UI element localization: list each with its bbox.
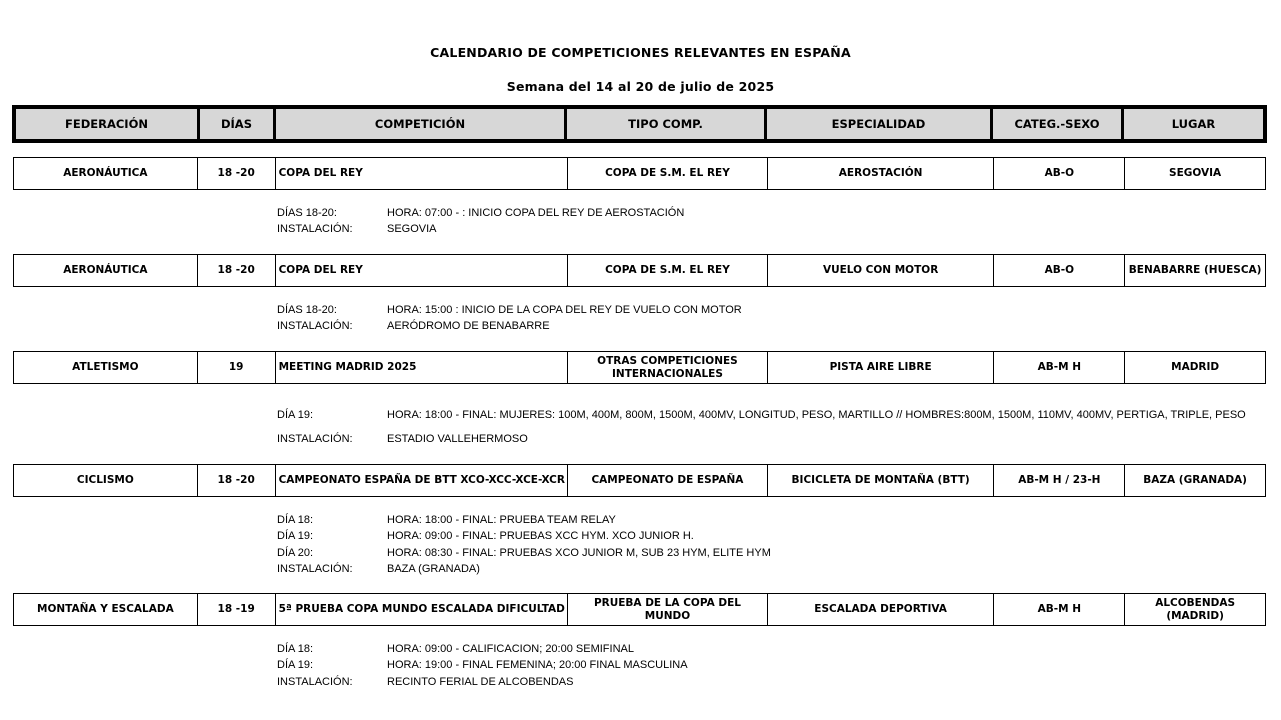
event-details	[277, 512, 771, 577]
header-categ-sexo: CATEG.-SEXO	[993, 109, 1121, 139]
cell-federacion: AERONÁUTICA	[14, 255, 198, 286]
detail-label: INSTALACIÓN:	[277, 433, 353, 446]
detail-label: DÍA 19:	[277, 659, 314, 672]
cell-tipo-comp: OTRAS COMPETICIONES INTERNACIONALES	[568, 352, 768, 383]
cell-dias: 18 -20	[198, 158, 276, 189]
detail-value: SEGOVIA	[387, 223, 437, 236]
detail-value: HORA: 07:00 - : INICIO COPA DEL REY DE AEROSTACIÓN	[387, 207, 685, 219]
detail-label: DÍAS 18-20:	[277, 207, 337, 219]
detail-line	[277, 205, 684, 221]
table-header	[12, 105, 1267, 143]
event-row	[13, 464, 1266, 497]
event-details	[277, 641, 688, 690]
header-lugar: LUGAR	[1124, 109, 1263, 139]
detail-value: HORA: 15:00 : INICIO DE LA COPA DEL REY DE VUELO CON MOTOR	[387, 304, 742, 316]
detail-value: HORA: 09:00 - CALIFICACION; 20:00 SEMIFINAL	[387, 643, 634, 655]
page-title: CALENDARIO DE COMPETICIONES RELEVANTES EN ESPAÑA	[430, 45, 851, 60]
cell-lugar: BENABARRE (HUESCA)	[1128, 264, 1262, 276]
detail-line	[277, 641, 688, 657]
detail-label: INSTALACIÓN:	[277, 223, 353, 236]
cell-tipo-comp: COPA DE S.M. EL REY	[568, 158, 768, 189]
event-row	[13, 157, 1266, 190]
cell-federacion: CICLISMO	[14, 465, 198, 496]
cell-lugar: SEGOVIA	[1169, 167, 1222, 179]
cell-tipo-comp: COPA DE S.M. EL REY	[568, 255, 768, 286]
event-details	[277, 205, 684, 238]
cell-categ-sexo: AB-M H / 23-H	[994, 465, 1125, 496]
detail-line	[277, 431, 1246, 447]
detail-line	[277, 407, 1246, 423]
detail-label: DÍA 20:	[277, 546, 314, 559]
detail-value: ESTADIO VALLEHERMOSO	[387, 433, 528, 446]
event-row	[13, 593, 1266, 626]
detail-line	[277, 221, 684, 237]
detail-value: HORA: 18:00 - FINAL: MUJERES: 100M, 400M, 800M, 1500M, 400MV, LONGITUD, PESO, MARTILLO // HOMBRES:800M, 1500M, 110MV, 400MV, PERTIGA, TRIPLE, PESO	[387, 409, 1246, 421]
event-row	[13, 254, 1266, 287]
detail-line	[277, 302, 742, 318]
detail-label: DÍA 18:	[277, 514, 314, 526]
cell-especialidad: ESCALADA DEPORTIVA	[768, 594, 995, 625]
cell-categ-sexo: AB-O	[994, 158, 1125, 189]
detail-value: HORA: 19:00 - FINAL FEMENINA; 20:00 FINAL MASCULINA	[387, 659, 688, 672]
detail-value: AERÓDROMO DE BENABARRE	[387, 320, 550, 333]
detail-line	[277, 512, 771, 528]
cell-especialidad: BICICLETA DE MONTAÑA (BTT)	[768, 465, 995, 496]
event-details	[277, 302, 742, 335]
detail-label: DÍA 19:	[277, 530, 314, 543]
cell-federacion: ATLETISMO	[14, 352, 198, 383]
header-dias: DÍAS	[200, 109, 273, 139]
cell-federacion: AERONÁUTICA	[14, 158, 198, 189]
cell-dias: 18 -19	[198, 594, 276, 625]
detail-label: INSTALACIÓN:	[277, 675, 353, 688]
cell-competicion: COPA DEL REY	[276, 255, 569, 286]
detail-label: DÍA 19:	[277, 409, 314, 421]
detail-line	[277, 674, 688, 690]
header-competicion: COMPETICIÓN	[276, 109, 564, 139]
cell-dias: 19	[198, 352, 276, 383]
cell-competicion: COPA DEL REY	[276, 158, 569, 189]
cell-tipo-comp: CAMPEONATO DE ESPAÑA	[568, 465, 768, 496]
cell-lugar: MADRID	[1171, 361, 1220, 373]
detail-label: DÍAS 18-20:	[277, 304, 337, 316]
detail-value: HORA: 18:00 - FINAL: PRUEBA TEAM RELAY	[387, 514, 616, 526]
detail-line	[277, 545, 771, 561]
detail-line	[277, 318, 742, 334]
detail-label: INSTALACIÓN:	[277, 562, 353, 575]
header-federacion: FEDERACIÓN	[16, 109, 197, 139]
cell-categ-sexo: AB-M H	[994, 352, 1125, 383]
header-tipo-comp: TIPO COMP.	[567, 109, 764, 139]
cell-especialidad: PISTA AIRE LIBRE	[768, 352, 995, 383]
detail-value: RECINTO FERIAL DE ALCOBENDAS	[387, 675, 574, 688]
cell-especialidad: VUELO CON MOTOR	[768, 255, 995, 286]
header-especialidad: ESPECIALIDAD	[767, 109, 990, 139]
page-subtitle: Semana del 14 al 20 de julio de 2025	[506, 79, 775, 94]
cell-tipo-comp: PRUEBA DE LA COPA DEL MUNDO	[568, 594, 768, 625]
detail-line	[277, 657, 688, 673]
detail-line	[277, 561, 771, 577]
detail-value: HORA: 08:30 - FINAL: PRUEBAS XCO JUNIOR M, SUB 23 HYM, ELITE HYM	[387, 546, 771, 559]
cell-competicion: CAMPEONATO ESPAÑA DE BTT XCO-XCC-XCE-XCR	[276, 465, 569, 496]
cell-dias: 18 -20	[198, 255, 276, 286]
cell-categ-sexo: AB-M H	[994, 594, 1125, 625]
cell-lugar: ALCOBENDAS (MADRID)	[1155, 596, 1236, 622]
detail-value: BAZA (GRANADA)	[387, 562, 480, 575]
cell-competicion: 5ª PRUEBA COPA MUNDO ESCALADA DIFICULTAD	[276, 594, 569, 625]
cell-dias: 18 -20	[198, 465, 276, 496]
cell-especialidad: AEROSTACIÓN	[768, 158, 995, 189]
cell-lugar: BAZA (GRANADA)	[1143, 474, 1247, 486]
detail-value: HORA: 09:00 - FINAL: PRUEBAS XCC HYM. XCO JUNIOR H.	[387, 530, 694, 543]
detail-label: DÍA 18:	[277, 643, 314, 655]
cell-federacion: MONTAÑA Y ESCALADA	[14, 594, 198, 625]
cell-categ-sexo: AB-O	[994, 255, 1125, 286]
cell-competicion: MEETING MADRID 2025	[276, 352, 569, 383]
detail-label: INSTALACIÓN:	[277, 320, 353, 333]
event-row	[13, 351, 1266, 384]
event-details	[277, 407, 1246, 448]
detail-line	[277, 528, 771, 544]
